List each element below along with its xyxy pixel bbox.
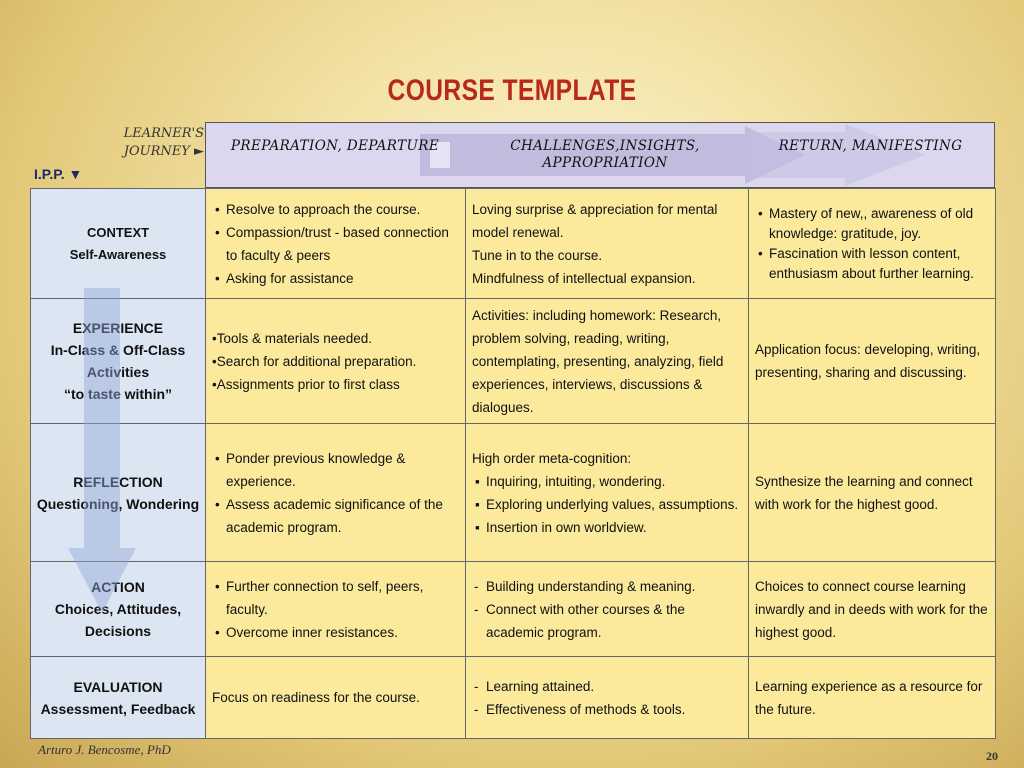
cell-evaluation-preparation: Focus on readiness for the course.: [206, 657, 466, 739]
list-item: ▪ Inquiring, intuiting, wondering.: [486, 470, 742, 493]
row-title: EVALUATION: [73, 678, 163, 695]
learners-journey-label: LEARNER'S JOURNEY ►: [123, 126, 204, 159]
cell-reflection-preparation: [206, 424, 466, 562]
row-label-reflection: [31, 424, 206, 562]
list-item: •Assignments prior to first class: [212, 376, 400, 392]
table-row: [31, 562, 996, 657]
list-item: • Assess academic significance of the academic program.: [226, 493, 459, 539]
column-header-preparation: PREPARATION, DEPARTURE: [230, 138, 440, 154]
list-item: • Mastery of new,, awareness of old knowledge: gratitude, joy.: [769, 204, 989, 244]
table-row: [31, 424, 996, 562]
row-subtitle: Assessment, Feedback: [40, 700, 196, 717]
list-item: • Overcome inner resistances.: [226, 621, 459, 644]
list-item: - Building understanding & meaning.: [486, 575, 742, 598]
ipp-label: I.P.P. ▼: [34, 166, 83, 182]
cell-context-preparation: [206, 189, 466, 299]
page-title: COURSE TEMPLATE: [387, 74, 637, 107]
table-row: [31, 299, 996, 424]
list-item: ▪ Exploring underlying values, assumptions.: [486, 493, 742, 516]
list-item: • Further connection to self, peers, faculty.: [226, 575, 459, 621]
author-footer: Arturo J. Bencosme, PhD: [38, 742, 171, 757]
column-header-challenges: CHALLENGES,INSIGHTS, APPROPRIATION: [510, 138, 700, 171]
row-title: CONTEXT: [86, 224, 150, 240]
list-item: •Search for additional preparation.: [212, 353, 417, 369]
row-label-experience: [31, 299, 206, 424]
page-number: 20: [986, 749, 998, 763]
cell-evaluation-return: Learning experience as a resource for the future.: [749, 657, 996, 739]
list-item: • Compassion/trust - based connection to faculty & peers: [226, 221, 459, 267]
list-item: • Resolve to approach the course.: [226, 198, 459, 221]
table-row: [31, 189, 996, 299]
row-label-evaluation: [31, 657, 206, 739]
cell-action-preparation: [206, 562, 466, 657]
list-item: •Tools & materials needed.: [212, 330, 373, 346]
row-title: ACTION: [91, 579, 145, 595]
list-item: • Fascination with lesson content, enthusiasm about further learning.: [769, 244, 989, 284]
cell-experience-return: Application focus: developing, writing, presenting, sharing and discussing.: [749, 299, 996, 424]
list-item: - Connect with other courses & the academic program.: [486, 598, 742, 644]
course-template-table: [30, 188, 996, 739]
row-subtitle: Choices, Attitudes, Decisions: [54, 601, 182, 639]
cell-context-challenges: [466, 189, 749, 299]
list-item: ▪ Insertion in own worldview.: [486, 516, 742, 539]
row-quote: “to taste within”: [63, 386, 173, 402]
list-item: • Asking for assistance: [226, 267, 459, 290]
column-header-return: RETURN, MANIFESTING: [778, 138, 963, 154]
cell-context-return: [749, 189, 996, 299]
cell-action-challenges: [466, 562, 749, 657]
cell-reflection-return: Synthesize the learning and connect with work for the highest good.: [749, 424, 996, 562]
row-subtitle: Questioning, Wondering: [36, 495, 200, 512]
cell-experience-challenges: Activities: including homework: Research, problem solving, reading, writing, contemplating, presenting, analyzing, field experiences, interviews, discussions & dialogues.: [466, 299, 749, 424]
list-item: Tune in to the course.: [472, 247, 603, 263]
list-item: Loving surprise & appreciation for mental model renewal.: [472, 201, 718, 240]
row-subtitle: In-Class & Off-Class Activities: [50, 342, 186, 380]
row-title: REFLECTION: [73, 473, 163, 490]
row-subtitle: Self-Awareness: [69, 246, 167, 262]
cell-experience-preparation: [206, 299, 466, 424]
list-item: - Learning attained.: [486, 675, 742, 698]
row-label-context: [31, 189, 206, 299]
cell-reflection-challenges: [466, 424, 749, 562]
row-label-action: [31, 562, 206, 657]
list-heading: High order meta-cognition:: [472, 450, 632, 466]
list-item: - Effectiveness of methods & tools.: [486, 698, 742, 721]
table-row: [31, 657, 996, 739]
list-item: • Ponder previous knowledge & experience.: [226, 447, 459, 493]
cell-evaluation-challenges: [466, 657, 749, 739]
list-item: Mindfulness of intellectual expansion.: [472, 270, 696, 286]
row-title: EXPERIENCE: [72, 320, 164, 336]
cell-action-return: Choices to connect course learning inwardly and in deeds with work for the highest good.: [749, 562, 996, 657]
